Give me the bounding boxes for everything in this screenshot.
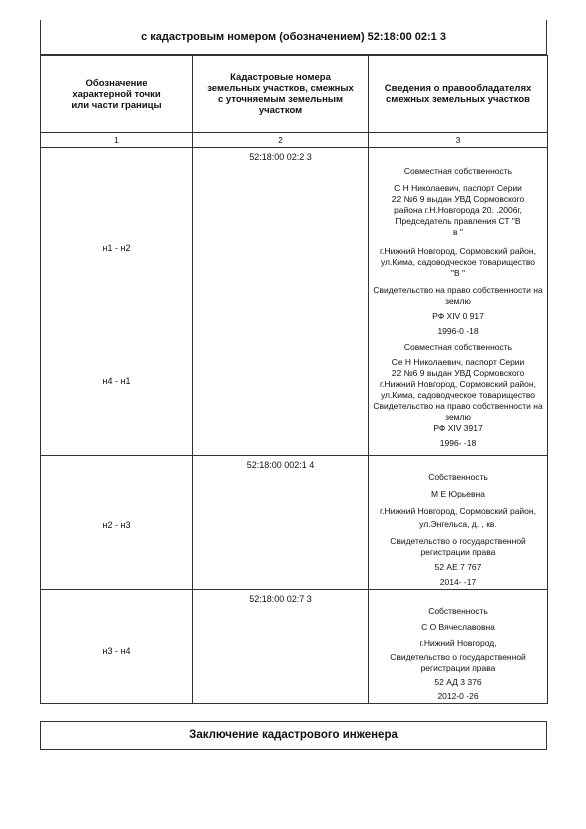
point-cell <box>41 590 193 704</box>
owner-line: ул.Энгельса, д. , кв. <box>419 519 497 529</box>
owner-block <box>370 606 546 702</box>
owner-line: в " <box>453 227 463 237</box>
point-label: н1 - н2 <box>102 243 131 253</box>
owner-line: ул.Кима, садоводческое товарищество <box>380 390 536 400</box>
cadastral-number: 52:18:00 02:2 3 <box>249 152 312 162</box>
owner-line: "В " <box>450 268 466 278</box>
owner-line: Собственность <box>428 606 488 616</box>
column-number: 3 <box>369 133 548 148</box>
owner-line: 52 АД 3 376 <box>434 677 482 687</box>
owner-line: 1996- -18 <box>439 438 477 448</box>
column-number: 2 <box>193 133 369 148</box>
owner-block <box>370 342 546 449</box>
owner-line: Свидетельство о государственной <box>390 536 526 546</box>
owner-line: землю <box>445 296 471 306</box>
boundary-owners-table <box>40 55 548 704</box>
owner-line: Председатель правления СТ "В <box>395 216 521 226</box>
point-cell <box>41 148 193 456</box>
owner-line: Се Н Николаевич, паспорт Серии <box>391 357 525 367</box>
owner-cell <box>369 456 548 590</box>
owner-line: Свидетельство о государственной <box>390 652 526 662</box>
owner-line: С Н Николаевич, паспорт Серии <box>394 183 522 193</box>
owner-line: М Е Юрьевна <box>431 489 485 499</box>
owner-line: регистрации права <box>420 663 496 673</box>
column-header-point: Обозначение характерной точки или части границы <box>41 56 193 133</box>
owner-line: г.Нижний Новгород, Сормовский район, <box>380 246 536 256</box>
owner-line: Совместная собственность <box>403 342 513 352</box>
owner-line: 2014- -17 <box>439 577 477 587</box>
column-number: 1 <box>41 133 193 148</box>
cadastral-number-header: с кадастровым номером (обозначением) 52:18:00 02:1 3 <box>40 20 547 55</box>
owner-line: 22 №6 9 выдан УВД Сормовского <box>391 368 525 378</box>
owner-line: Собственность <box>428 472 488 482</box>
cadastral-cell <box>193 456 369 590</box>
owner-line: района г.Н.Новгорода 20. .2006г, <box>394 205 522 215</box>
conclusion-heading: Заключение кадастрового инженера <box>40 721 547 750</box>
owner-cell <box>369 148 548 456</box>
owner-block <box>370 166 546 337</box>
owner-line: РФ XIV 3917 <box>433 423 483 433</box>
owner-line: 52 АЕ 7 767 <box>434 562 482 572</box>
table-row <box>41 456 548 590</box>
owner-line: 2012-0 -26 <box>437 691 479 701</box>
column-header-cadastral: Кадастровые номера земельных участков, смежных с уточняемым земельным участком <box>193 56 369 133</box>
column-number-row <box>41 133 548 148</box>
column-header-owners: Сведения о правообладателях смежных земельных участков <box>369 56 548 133</box>
owner-line: РФ XIV 0 917 <box>432 311 484 321</box>
document-page <box>40 20 547 750</box>
owner-line: С О Вячеславовна <box>421 622 495 632</box>
cadastral-number: 52:18:00 002:1 4 <box>246 460 315 470</box>
owner-line: Свидетельство на право собственности на <box>373 401 543 411</box>
owner-line: ул.Кима, садоводческое товарищество <box>380 257 536 267</box>
owner-line: регистрации права <box>420 547 496 557</box>
cadastral-cell <box>193 148 369 456</box>
table-row <box>41 590 548 704</box>
owner-line: 22 №6 9 выдан УВД Сормовского <box>391 194 525 204</box>
cadastral-number: 52:18:00 02:7 3 <box>249 594 312 604</box>
owner-block <box>370 472 546 588</box>
table-row <box>41 148 548 456</box>
owner-line: г.Нижний Новгород, <box>419 638 497 648</box>
owner-line: г.Нижний Новгород, Сормовский район, <box>380 506 536 516</box>
cadastral-cell <box>193 590 369 704</box>
owner-line: землю <box>445 412 471 422</box>
point-cell <box>41 456 193 590</box>
table-header-row <box>41 56 548 133</box>
owner-line: 1996-0 -18 <box>437 326 479 336</box>
owner-line: Совместная собственность <box>403 166 513 176</box>
point-label: н2 - н3 <box>102 520 131 530</box>
point-label: н3 - н4 <box>102 646 131 656</box>
owner-line: Свидетельство на право собственности на <box>373 285 543 295</box>
point-label: н4 - н1 <box>102 376 131 386</box>
owner-cell <box>369 590 548 704</box>
owner-line: г.Нижний Новгород, Сормовский район, <box>380 379 536 389</box>
